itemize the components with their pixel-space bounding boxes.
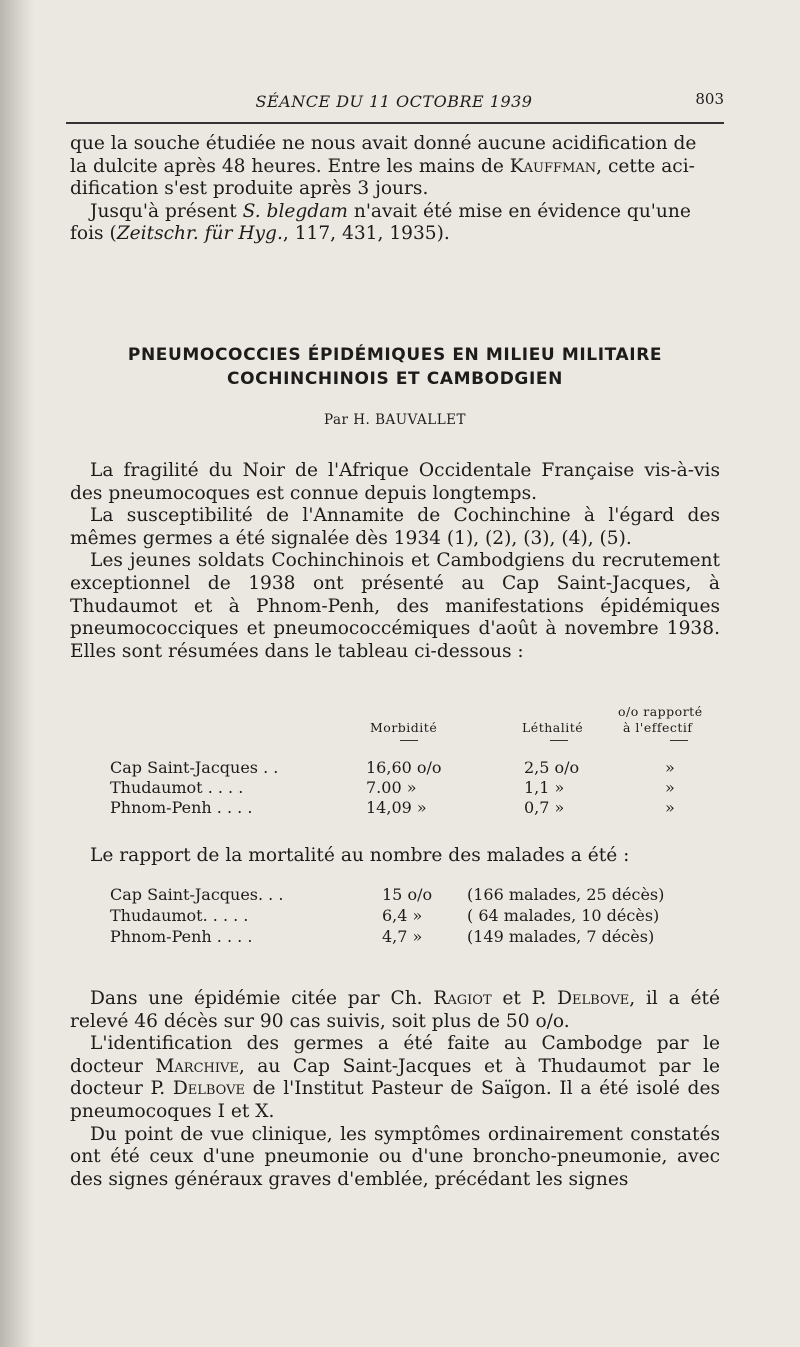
table-row xyxy=(110,798,730,818)
row-detail: (149 malades, 7 décès) xyxy=(467,927,655,946)
page-number: 803 xyxy=(695,90,724,108)
intro-text-2b: , cette aci- xyxy=(596,155,695,177)
article-title-line-1: PNEUMOCOCCIES ÉPIDÉMIQUES EN MILIEU MILITAIRE xyxy=(127,345,663,365)
mortality-intro xyxy=(70,845,720,868)
closing-paragraphs xyxy=(70,988,720,1191)
header-rule xyxy=(66,122,724,124)
header-dashes xyxy=(110,740,730,760)
row-morbidite: 7.00 » xyxy=(366,778,417,797)
author-name-delbove-2: Delbove xyxy=(172,1078,245,1100)
intro-text-5a: fois ( xyxy=(70,223,117,245)
paragraph-3: Les jeunes soldats Cochinchinois et Cambodgiens du recrutement exceptionnel de 1938 ont présenté au Cap Saint-Jacques, à Thudaumot et à Phnom-Penh, des manifestations épidémiques pneumococciques et pneumococcémiques d'août à novembre 1938. Elles sont résumées dans le tableau ci-dessous : xyxy=(70,550,720,662)
row-place: Phnom-Penh . . . . xyxy=(110,798,253,817)
intro-text-5b: , 117, 431, 1935). xyxy=(282,223,450,245)
article-body-intro xyxy=(70,460,720,663)
header-morbidite: Morbidité xyxy=(370,720,438,735)
author-name-ragiot: Ragiot xyxy=(433,988,492,1009)
row-place: Thudaumot. . . . . xyxy=(110,906,249,925)
row-lethalite: 2,5 o/o xyxy=(524,758,580,777)
row-rapport: » xyxy=(665,798,675,817)
intro-line-4 xyxy=(70,201,720,224)
running-head-title: SÉANCE DU 11 OCTOBRE 1939 xyxy=(255,92,533,111)
running-head xyxy=(64,92,724,116)
row-place: Phnom-Penh . . . . xyxy=(110,927,253,946)
row-lethalite: 1,1 » xyxy=(524,778,565,797)
row-place: Cap Saint-Jacques. . . xyxy=(110,885,284,904)
paragraph-2: La susceptibilité de l'Annamite de Cochinchine à l'égard des mêmes germes a été signalée dès 1934 (1), (2), (3), (4), (5). xyxy=(70,505,720,549)
closing-paragraph-1 xyxy=(70,988,720,1033)
journal-citation: Zeitschr. für Hyg. xyxy=(116,223,283,245)
table-row xyxy=(110,885,730,905)
table-row xyxy=(110,927,730,947)
intro-text-3: dification s'est produite après 3 jours. xyxy=(70,178,429,200)
closing-paragraph-2 xyxy=(70,1033,720,1123)
closing-text-2c: de l'Institut Pasteur de Saïgon. Il a été isolé des pneumocoques I et X. xyxy=(70,1078,720,1122)
row-percentage: 15 o/o xyxy=(382,885,433,904)
dash-rapport xyxy=(670,740,688,741)
article-title-line-2: COCHINCHINOIS ET CAMBODGIEN xyxy=(227,369,563,389)
intro-text-2: la dulcite après 48 heures. Entre les mains de xyxy=(70,155,510,177)
intro-text-1: que la souche étudiée ne nous avait donné aucune acidification de xyxy=(70,133,697,154)
row-lethalite: 0,7 » xyxy=(524,798,565,817)
table-row xyxy=(110,758,730,778)
row-percentage: 4,7 » xyxy=(382,927,423,946)
header-lethalite: Léthalité xyxy=(522,720,584,735)
row-rapport: » xyxy=(665,758,675,777)
closing-paragraph-3: Du point de vue clinique, les symptômes ordinairement constatés ont été ceux d'une pneumonie ou d'une broncho-pneumonie, avec des signes généraux graves d'emblée, précédant les signes xyxy=(70,1123,720,1190)
table-row xyxy=(110,906,730,926)
row-percentage: 6,4 » xyxy=(382,906,423,925)
closing-text-2b: , au Cap Saint-Jacques et à Thudaumot par le docteur P. xyxy=(70,1055,720,1100)
intro-text-4a: Jusqu'à présent xyxy=(90,200,243,222)
dash-lethalite xyxy=(550,740,568,741)
mortality-intro-text: Le rapport de la mortalité au nombre des malades a été : xyxy=(90,845,630,866)
intro-line-1 xyxy=(70,133,720,156)
dash-morbidite xyxy=(400,740,418,741)
row-place: Cap Saint-Jacques . . xyxy=(110,758,279,777)
closing-text-2a: L'identification des germes a été faite au Cambodge par le docteur xyxy=(70,1033,720,1077)
paragraph-1: La fragilité du Noir de l'Afrique Occidentale Française vis-à-vis des pneumocoques est connue depuis longtemps. xyxy=(70,460,720,504)
article-author: Par H. BAUVALLET xyxy=(323,412,467,428)
intro-line-5 xyxy=(70,223,720,246)
row-detail: (166 malades, 25 décès) xyxy=(467,885,665,904)
author-name-marchive: Marchive xyxy=(155,1055,239,1077)
table-row xyxy=(110,778,730,798)
intro-line-3 xyxy=(70,178,720,201)
row-detail: ( 64 malades, 10 décès) xyxy=(467,906,660,925)
intro-text-4b: n'avait été mise en évidence qu'une xyxy=(347,200,691,222)
author-name-kauffman: Kauffman xyxy=(509,155,597,177)
row-morbidite: 16,60 o/o xyxy=(366,758,442,777)
table-header-row-2 xyxy=(110,720,730,740)
closing-text-1a: Dans une épidémie citée par Ch. xyxy=(90,988,434,1009)
row-morbidite: 14,09 » xyxy=(366,798,427,817)
article-title xyxy=(70,343,720,391)
book-gutter-shadow xyxy=(0,0,34,1347)
row-rapport: » xyxy=(665,778,675,797)
closing-text-1c: , il a été relevé 46 décès sur 90 cas suivis, soit plus de 50 o/o. xyxy=(70,988,720,1032)
species-name: S. blegdam xyxy=(242,200,348,222)
intro-continuation xyxy=(70,133,720,246)
header-rapport-line-2: à l'effectif xyxy=(623,720,693,735)
row-place: Thudaumot . . . . xyxy=(110,778,244,797)
intro-line-2 xyxy=(70,156,720,179)
closing-text-1b: et P. xyxy=(491,988,558,1009)
author-name-delbove: Delbove xyxy=(557,988,630,1009)
header-rapport-line-1: o/o rapporté xyxy=(618,704,703,719)
